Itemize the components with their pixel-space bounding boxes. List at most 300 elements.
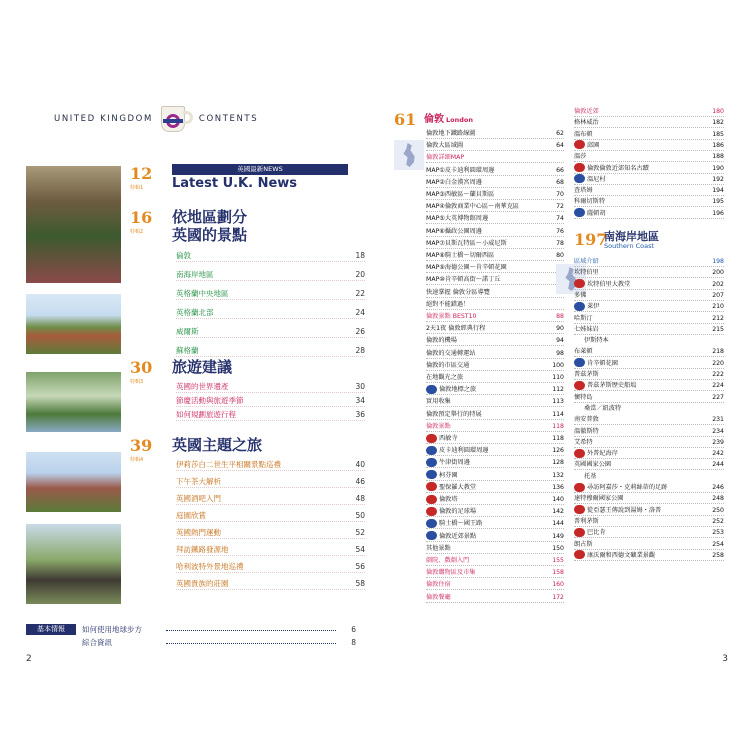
toc-row[interactable] xyxy=(574,493,724,504)
toc-row[interactable] xyxy=(426,482,564,493)
toc-item[interactable]: 哈利波特外景地巡禮 56 xyxy=(176,562,365,571)
category-badge-icon xyxy=(574,302,585,311)
outskirts-column xyxy=(574,106,734,646)
toc-row-label: 柯芬園 xyxy=(426,470,458,481)
toc-row-page: 188 xyxy=(712,153,724,161)
toc-row-label: 坎特伯里 xyxy=(574,269,599,277)
toc-row-page: 248 xyxy=(712,495,724,503)
toc-row[interactable] xyxy=(426,238,564,249)
toc-row-page: 246 xyxy=(712,484,724,491)
section-title: 旅遊建議 xyxy=(172,358,233,376)
toc-row-label: 普茲茅斯歷史船塢 xyxy=(574,380,637,391)
toc-row[interactable] xyxy=(574,163,724,174)
section-regions xyxy=(130,208,365,355)
category-badge-icon xyxy=(574,528,585,537)
toc-row-page: 252 xyxy=(712,517,724,525)
toc-row-page: 215 xyxy=(712,325,724,333)
toc-row-page: 155 xyxy=(552,557,564,564)
toc-row-label: 邱園 xyxy=(574,140,599,151)
toc-row-label: MAP③西敏區～蘭貝斯區 xyxy=(426,191,495,198)
toc-item[interactable]: 綜合資訊 8 xyxy=(82,638,356,647)
toc-row[interactable] xyxy=(426,531,564,542)
section-title-line1: 依地區劃分 xyxy=(172,208,248,226)
category-badge-icon xyxy=(426,519,437,528)
toc-row-page: 100 xyxy=(552,361,564,369)
toc-row[interactable] xyxy=(426,567,564,578)
london-heading: 倫敦 London xyxy=(424,114,473,125)
category-badge-icon xyxy=(426,434,437,443)
toc-item[interactable]: 如何使用地球步方 6 xyxy=(82,625,356,634)
toc-item[interactable]: 英國的世界遺產 30 xyxy=(176,382,365,391)
section-title: 英國主題之旅 xyxy=(172,436,263,454)
header-uk-label: UNITED KINGDOM xyxy=(54,114,153,124)
toc-row-page: 195 xyxy=(712,198,724,206)
toc-item[interactable]: 拜訪鐵路發源地 54 xyxy=(176,545,365,554)
toc-row-label: 2天1夜 倫敦經典行程 xyxy=(426,325,486,333)
toc-row[interactable] xyxy=(574,527,724,538)
toc-row-label: 布萊頓 xyxy=(574,348,593,356)
toc-row-label: 劇院、戲劇入門 xyxy=(426,557,470,564)
photo-statue xyxy=(26,524,121,604)
toc-row[interactable] xyxy=(426,372,564,383)
toc-row[interactable] xyxy=(426,262,564,273)
toc-row-label: 倫敦購物區及市集 xyxy=(426,569,476,577)
toc-row-label: 查塔姆 xyxy=(574,187,593,195)
toc-row-page: 142 xyxy=(552,508,564,516)
toc-row[interactable] xyxy=(574,151,724,162)
toc-row-page: 118 xyxy=(552,435,564,442)
toc-row-page: 150 xyxy=(552,544,564,552)
category-badge-icon xyxy=(574,449,585,458)
category-badge-icon xyxy=(426,531,437,540)
toc-row-label: 坎特伯里大教堂 xyxy=(574,279,630,290)
toc-row-label: 倫敦塔 xyxy=(426,494,458,505)
toc-row-label: MAP⑤大英博物館周邊 xyxy=(426,215,489,223)
section-number: 39 xyxy=(130,436,153,455)
toc-item[interactable]: 威爾斯 26 xyxy=(176,327,365,336)
toc-row[interactable] xyxy=(574,279,724,290)
toc-row[interactable] xyxy=(426,579,564,590)
toc-row-page: 113 xyxy=(552,398,564,406)
news-banner: 英國最新NEWS xyxy=(172,164,348,175)
toc-row[interactable] xyxy=(574,301,724,312)
toc-item[interactable]: 節慶活動與旅遊季節 34 xyxy=(176,396,365,405)
toc-item[interactable]: 倫敦 18 xyxy=(176,251,365,260)
toc-row[interactable] xyxy=(426,287,564,298)
south-coast-heading: 南海岸地區 xyxy=(604,230,659,243)
toc-row[interactable] xyxy=(426,470,564,481)
toc-item[interactable]: 英格蘭中央地區 22 xyxy=(176,289,365,298)
toc-row-page: 98 xyxy=(556,349,564,357)
toc-row-page: 62 xyxy=(556,130,564,137)
toc-row-label: 從亞瑟王傳說到湯姆・洛普 xyxy=(574,505,661,516)
toc-row-label: 牛津街周邊 xyxy=(426,457,470,468)
toc-row-page: 234 xyxy=(712,427,724,435)
toc-item[interactable]: 英格蘭北部 24 xyxy=(176,308,365,317)
toc-row-page: 218 xyxy=(712,348,724,356)
toc-row-label: 托基 xyxy=(584,472,597,480)
toc-row[interactable] xyxy=(426,213,564,224)
category-badge-icon xyxy=(574,483,585,492)
category-badge-icon xyxy=(574,279,585,288)
toc-row-page: 128 xyxy=(552,459,564,467)
toc-row-page: 94 xyxy=(556,337,564,345)
toc-row-page: 220 xyxy=(712,359,724,367)
toc-row[interactable] xyxy=(426,494,564,505)
toc-row[interactable] xyxy=(426,384,564,395)
toc-row-page: 144 xyxy=(552,520,564,528)
toc-row-label: 南安普敦 xyxy=(574,416,599,424)
toc-row-label: 皮卡迪利圓環周邊 xyxy=(426,445,489,456)
toc-row-page: 185 xyxy=(712,130,724,138)
toc-row-page: 207 xyxy=(712,291,724,299)
toc-row-page: 239 xyxy=(712,438,724,446)
toc-row[interactable] xyxy=(574,448,724,459)
toc-row[interactable] xyxy=(426,274,564,285)
category-badge-icon xyxy=(574,208,585,217)
toc-row-page: 222 xyxy=(712,371,724,378)
category-badge-icon xyxy=(426,495,437,504)
toc-row-page: 66 xyxy=(556,166,564,174)
toc-row[interactable] xyxy=(574,174,724,185)
toc-row[interactable] xyxy=(426,396,564,407)
toc-row[interactable] xyxy=(426,177,564,188)
page-number: 2 xyxy=(26,654,32,664)
section-title-line2: 英國的景點 xyxy=(172,226,248,244)
toc-row-page: 88 xyxy=(556,313,564,320)
toc-row-label: 格林威治 xyxy=(574,119,599,127)
toc-row[interactable] xyxy=(574,403,724,414)
toc-row-page: 182 xyxy=(712,119,724,127)
toc-row-label: 多佛 xyxy=(574,291,587,299)
toc-row-page: 192 xyxy=(712,175,724,183)
section-tag: 特輯4 xyxy=(130,457,144,463)
section-themed-trips xyxy=(130,436,365,596)
toc-row[interactable] xyxy=(574,392,724,403)
toc-row-page: 253 xyxy=(712,529,724,537)
toc-row[interactable] xyxy=(574,471,724,482)
toc-item[interactable]: 伊莉莎白二世生平相關景點巡禮 40 xyxy=(176,460,365,469)
photo-pub-doorway xyxy=(26,166,121,283)
toc-row-page: 64 xyxy=(556,142,564,150)
toc-row-label: 倫敦的交通轉運站 xyxy=(426,349,476,357)
toc-row-page: 126 xyxy=(552,447,564,455)
toc-row[interactable] xyxy=(574,369,724,380)
toc-row-label: 倫敦詳細MAP xyxy=(426,154,465,162)
section-number: 16 xyxy=(130,208,153,227)
section-travel-tips xyxy=(130,358,365,422)
toc-row-label: MAP②白金漢宮周邊 xyxy=(426,178,482,186)
toc-row-label: 倫敦地下鐵路線圖 xyxy=(426,130,476,137)
section-number: 197 xyxy=(574,230,608,249)
toc-row-label: 外普紀海岸 xyxy=(574,448,618,459)
toc-row[interactable] xyxy=(426,201,564,212)
toc-row[interactable] xyxy=(574,324,724,335)
toc-row[interactable] xyxy=(574,414,724,425)
toc-row-label: 倫敦餐廳 xyxy=(426,593,451,601)
photo-riverside-park xyxy=(26,372,121,432)
toc-row-label: 英國國家公園 xyxy=(574,461,612,469)
toc-row-page: 136 xyxy=(552,483,564,491)
toc-row-label: 倫敦住宿 xyxy=(426,581,451,589)
toc-row-label: 倫敦的足球場 xyxy=(426,506,476,517)
toc-row-page: 118 xyxy=(552,422,564,430)
toc-row-page: 76 xyxy=(556,227,564,235)
toc-row-label: 巴比肯 xyxy=(574,527,606,538)
toc-row[interactable] xyxy=(426,348,564,359)
category-badge-icon xyxy=(426,470,437,479)
toc-row[interactable] xyxy=(426,409,564,420)
toc-row-label: 實用收集 xyxy=(426,398,451,406)
toc-row-label: MAP⑩肯辛頓高街～諾丁丘 xyxy=(426,276,501,284)
toc-row-label: 康沃爾和西德文礦業景觀 xyxy=(574,550,655,561)
toc-row[interactable] xyxy=(574,140,724,151)
category-badge-icon xyxy=(574,174,585,183)
page-left xyxy=(18,84,375,674)
toc-row-page: 212 xyxy=(712,314,724,322)
toc-item[interactable]: 如何規劃旅遊行程 36 xyxy=(176,410,365,419)
toc-row-page: 254 xyxy=(712,540,724,548)
basic-info xyxy=(26,624,356,654)
toc-row-page: 78 xyxy=(556,239,564,247)
toc-row-label: MAP⑨海德公園～肯辛頓花園 xyxy=(426,264,507,272)
toc-row-label: 聖保羅大教堂 xyxy=(426,482,476,493)
toc-row-label: 伊斯特本 xyxy=(584,337,609,345)
category-badge-icon xyxy=(574,505,585,514)
page-number: 3 xyxy=(722,654,728,664)
toc-row[interactable] xyxy=(574,313,724,324)
section-news xyxy=(130,164,365,198)
basic-info-tag: 基本情報 xyxy=(26,624,76,635)
toc-row-page: 180 xyxy=(712,108,724,115)
photo-country-house xyxy=(26,294,121,354)
toc-row[interactable] xyxy=(426,360,564,371)
toc-row[interactable] xyxy=(574,129,724,140)
toc-row-label: 倫敦的市區交通 xyxy=(426,361,470,369)
toc-item[interactable]: 庭園欣賞 50 xyxy=(176,511,365,520)
toc-row-page: 158 xyxy=(552,569,564,577)
toc-item[interactable]: 蘇格蘭 28 xyxy=(176,346,365,355)
section-tag: 特輯3 xyxy=(130,379,144,385)
toc-row-label: 倫敦景點 xyxy=(426,422,451,430)
toc-row[interactable] xyxy=(574,346,724,357)
toc-row[interactable] xyxy=(574,335,724,346)
toc-row-page: 244 xyxy=(712,461,724,469)
toc-row[interactable] xyxy=(426,165,564,176)
category-badge-icon xyxy=(426,458,437,467)
category-badge-icon xyxy=(574,381,585,390)
toc-row-label: 溫尼村 xyxy=(574,174,606,185)
toc-row-label: 尋訪阿嘉莎・克莉絲蒂的足跡 xyxy=(574,482,667,493)
uk-map-icon xyxy=(394,140,424,170)
toc-row-label: 絕對不能錯過！ xyxy=(426,300,470,308)
category-badge-icon xyxy=(574,358,585,367)
toc-row[interactable] xyxy=(574,196,724,207)
toc-row-page: 186 xyxy=(712,141,724,149)
toc-row-label: 溫布頓 xyxy=(574,130,593,138)
toc-row[interactable] xyxy=(426,152,564,163)
toc-row-page: 172 xyxy=(552,593,564,601)
category-badge-icon xyxy=(426,385,437,394)
toc-row-page: 200 xyxy=(712,269,724,277)
toc-row-page: 132 xyxy=(552,471,564,479)
toc-row-label: 萊伊 xyxy=(574,301,599,312)
toc-row[interactable] xyxy=(426,506,564,517)
toc-row[interactable] xyxy=(426,140,564,151)
toc-row[interactable] xyxy=(574,505,724,516)
news-title[interactable]: Latest U.K. News xyxy=(172,176,298,191)
toc-row-label: 其他景點 xyxy=(426,544,451,552)
toc-row[interactable] xyxy=(426,335,564,346)
toc-row[interactable] xyxy=(426,445,564,456)
toc-row[interactable] xyxy=(574,185,724,196)
page-header xyxy=(54,104,314,134)
toc-row[interactable] xyxy=(426,189,564,200)
toc-row-page: 72 xyxy=(556,203,564,211)
london-column xyxy=(394,106,564,626)
toc-row-label: 倫敦大區域圖 xyxy=(426,142,464,150)
toc-row-label: 科爾切斯特 xyxy=(574,198,605,206)
section-number: 61 xyxy=(394,110,417,129)
toc-row[interactable] xyxy=(574,208,724,219)
toc-item[interactable]: 下午茶大解析 46 xyxy=(176,477,365,486)
category-badge-icon xyxy=(574,140,585,149)
toc-row-label: MAP①皮卡迪利圓環周邊 xyxy=(426,166,495,174)
page-right xyxy=(388,84,738,674)
toc-row-page: 224 xyxy=(712,382,724,390)
toc-row-page: 227 xyxy=(712,393,724,401)
category-badge-icon xyxy=(426,507,437,516)
toc-row-page: 210 xyxy=(712,303,724,311)
toc-row[interactable] xyxy=(574,550,724,561)
toc-row-page: 194 xyxy=(712,187,724,195)
toc-row[interactable] xyxy=(574,256,724,267)
toc-row[interactable] xyxy=(574,106,724,117)
toc-row-label: 普利茅斯 xyxy=(574,517,599,525)
toc-row[interactable] xyxy=(426,299,564,310)
section-tag: 特輯2 xyxy=(130,229,144,235)
toc-row[interactable] xyxy=(426,433,564,444)
toc-row[interactable] xyxy=(426,457,564,468)
toc-row[interactable] xyxy=(426,555,564,566)
toc-row[interactable] xyxy=(426,421,564,432)
toc-row-label: 懷特島 xyxy=(574,393,593,401)
toc-item[interactable]: 英國熱門運動 52 xyxy=(176,528,365,537)
toc-row[interactable] xyxy=(574,117,724,128)
toc-row[interactable] xyxy=(426,592,564,603)
toc-row-page: 198 xyxy=(712,258,724,265)
toc-row-page: 68 xyxy=(556,178,564,186)
toc-row-page: 258 xyxy=(712,551,724,559)
toc-row-label: MAP④倫敦商業中心區～南華克區 xyxy=(426,203,520,211)
toc-row-page: 196 xyxy=(712,209,724,217)
toc-row[interactable] xyxy=(574,358,724,369)
toc-row-page: 74 xyxy=(556,215,564,223)
toc-row-page: 202 xyxy=(712,280,724,288)
toc-row-label: 倫敦近郊 xyxy=(574,108,599,115)
section-number: 30 xyxy=(130,358,153,377)
toc-row-label: 倫敦的機場 xyxy=(426,337,457,345)
toc-row-label: 倫敦地標之旅 xyxy=(426,384,476,395)
toc-row-page: 112 xyxy=(552,386,564,394)
toc-row-page: 250 xyxy=(712,506,724,514)
toc-row-label: 達特穆爾國家公園 xyxy=(574,495,624,503)
photo-manor-house xyxy=(26,452,121,512)
toc-row[interactable] xyxy=(426,518,564,529)
toc-row[interactable] xyxy=(574,516,724,527)
toc-row[interactable] xyxy=(574,426,724,437)
toc-row[interactable] xyxy=(574,437,724,448)
header-contents-label: CONTENTS xyxy=(198,114,259,124)
toc-row-label: MAP⑥攝政公園周邊 xyxy=(426,227,482,235)
toc-row-page: 160 xyxy=(552,581,564,589)
toc-row-page: 231 xyxy=(712,416,724,424)
toc-row-page: 140 xyxy=(552,496,564,503)
toc-row-page: 242 xyxy=(712,450,724,458)
category-badge-icon xyxy=(426,446,437,455)
toc-row[interactable] xyxy=(426,311,564,322)
toc-row-label: 溫莎 xyxy=(574,153,587,161)
toc-row-label: 區域介紹 xyxy=(574,258,599,265)
toc-row-label: 倫敦近郊景點 xyxy=(426,531,476,542)
toc-row[interactable] xyxy=(426,128,564,139)
toc-row-label: 倫敦倫敦近郊知名古蹟 xyxy=(574,163,649,174)
toc-row-page: 114 xyxy=(552,410,564,418)
category-badge-icon xyxy=(574,163,585,172)
toc-item[interactable]: 南海岸地區 20 xyxy=(176,270,365,279)
toc-row-label: 倫敦預定舉行的特展 xyxy=(426,410,482,418)
toc-item[interactable]: 英國酒吧入門 48 xyxy=(176,494,365,503)
toc-row-label: 桑當／紐波特 xyxy=(584,404,622,412)
toc-row-page: 190 xyxy=(712,164,724,172)
toc-row[interactable] xyxy=(574,482,724,493)
toc-row-label: 肯辛頓花園 xyxy=(574,358,618,369)
toc-row[interactable] xyxy=(574,290,724,301)
toc-row-label: MAP⑧騎士橋～切爾西區 xyxy=(426,252,495,259)
toc-row-label: 薩頓胡 xyxy=(574,208,606,219)
toc-row[interactable] xyxy=(574,380,724,391)
toc-row-label: MAP⑦貝斯瓦特區～小威尼斯 xyxy=(426,239,507,247)
tube-roundel-mug-icon xyxy=(159,104,193,134)
toc-row-page: 149 xyxy=(552,532,564,540)
toc-row[interactable] xyxy=(574,267,724,278)
toc-row-label: 快速掌握 倫敦分區導覽 xyxy=(426,288,490,296)
toc-row[interactable] xyxy=(426,226,564,237)
toc-row-label: 溫徹斯特 xyxy=(574,427,599,435)
toc-row-page: 70 xyxy=(556,191,564,198)
toc-row[interactable] xyxy=(426,323,564,334)
section-tag: 特輯1 xyxy=(130,185,144,191)
toc-row[interactable] xyxy=(426,543,564,554)
toc-row-label: 朗占斯 xyxy=(574,540,593,548)
toc-row-label: 西敏寺 xyxy=(426,433,458,444)
toc-row-label: 艾希特 xyxy=(574,438,593,446)
category-badge-icon xyxy=(574,550,585,559)
category-badge-icon xyxy=(426,482,437,491)
toc-item[interactable]: 英國貴族的莊園 58 xyxy=(176,579,365,588)
toc-row-page: 90 xyxy=(556,325,564,333)
toc-row-page: 80 xyxy=(556,252,564,259)
toc-row-page: 110 xyxy=(552,374,564,381)
toc-row[interactable] xyxy=(574,539,724,550)
toc-row[interactable] xyxy=(574,459,724,470)
toc-row-label: 在地觀光之旅 xyxy=(426,374,464,381)
toc-row[interactable] xyxy=(426,250,564,261)
section-number: 12 xyxy=(130,164,153,183)
toc-row-label: 哈斯汀 xyxy=(574,314,593,322)
toc-row-label: 普茲茅斯 xyxy=(574,371,599,378)
toc-row-label: 七姊妹岩 xyxy=(574,325,599,333)
